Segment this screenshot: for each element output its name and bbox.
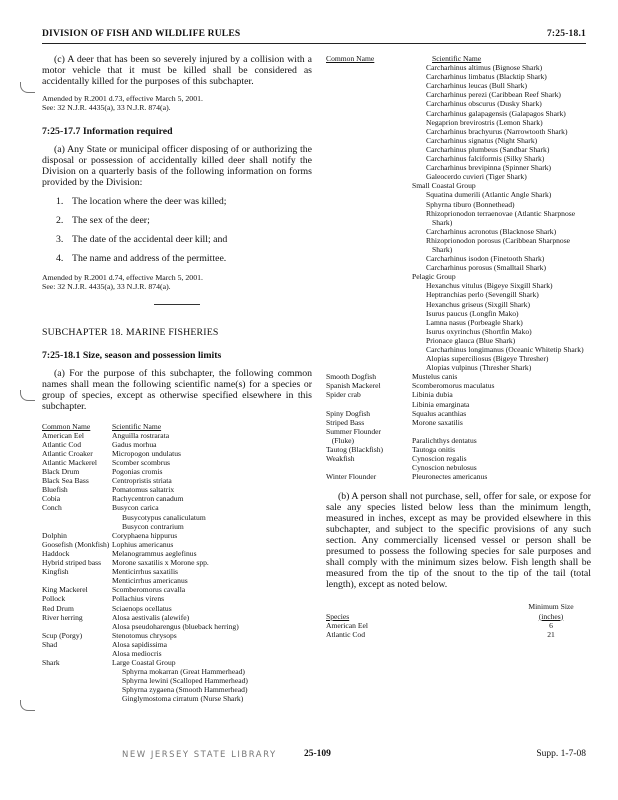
table-row: King Mackerel Scomberomorus cavalla xyxy=(42,585,186,595)
table-row: Sphyrna zygaena (Smooth Hammerhead) xyxy=(122,685,248,695)
species-rows-right xyxy=(326,372,591,481)
supplement-date: Supp. 1-7-08 xyxy=(536,749,586,759)
table-row: (Fluke) Paralichthys dentatus xyxy=(326,435,477,445)
species-entry: Carcharhinus brachyurus (Narrowtooth Shark) xyxy=(426,126,568,136)
minimum-size-table: Minimum Size Species (inches) American Eel 6 Atlantic Cod 21 xyxy=(326,602,591,638)
table-row: Summer Flounder xyxy=(326,426,382,436)
species-entry: Galeocerdo cuvieri (Tiger Shark) xyxy=(426,172,527,182)
table-row: American Eel Anguilla rostrarata xyxy=(42,430,170,440)
species-entry: Carcharhinus obscurus (Dusky Shark) xyxy=(426,99,542,109)
table-row: Red Drum Sciaenops ocellatus xyxy=(42,603,172,613)
table-row: Striped Bass Morone saxatilis xyxy=(326,417,463,427)
table-row: American Eel 6 xyxy=(326,620,553,630)
amendment-note-2: Amended by R.2001 d.74, effective March 5, 2001. See: 32 N.J.R. 4435(a), 33 N.J.R. 874(a). xyxy=(42,272,203,292)
info-list xyxy=(56,196,312,264)
species-entry: Prionace glauca (Blue Shark) xyxy=(426,335,516,345)
species-entry: Lamna nasus (Porbeagle Shark) xyxy=(426,317,523,327)
list-item: 1. The location where the deer was killed; xyxy=(56,195,227,207)
species-entry: Heptranchias perlo (Sevengill Shark) xyxy=(426,290,539,300)
library-stamp: NEW JERSEY STATE LIBRARY xyxy=(122,750,277,760)
table-row: Atlantic Mackerel Scomber scombrus xyxy=(42,458,170,467)
table-row: Sphyrna lewini (Scalloped Hammerhead) xyxy=(122,676,248,686)
table-row: Atlantic Croaker Micropogon undulatus xyxy=(42,448,181,458)
table-row: Menticirrhus americanus xyxy=(112,576,188,586)
species-entry: Alopias vulpinus (Thresher Shark) xyxy=(426,363,532,373)
small-coastal-group: Small Coastal Group xyxy=(412,181,476,191)
species-entry: Hexanchus griseus (Sixgill Shark) xyxy=(426,299,530,309)
table-header: Common Name Scientific Name xyxy=(326,54,482,63)
table-row: Dolphin Coryphaena hippurus xyxy=(42,530,178,540)
species-entry: Carcharhinus altimus (Bignose Shark) xyxy=(426,63,543,73)
species-entry: Isurus oxyrinchus (Shortfin Mako) xyxy=(426,326,532,336)
left-column xyxy=(42,54,312,704)
table-row: Atlantic Cod 21 xyxy=(326,629,555,639)
table-row: Alosa pseudoharengus (blueback herring) xyxy=(112,621,239,631)
table-row: Alosa mediocris xyxy=(112,648,162,658)
species-entry: Carcharhinus longimanus (Oceanic Whitetip Shark) xyxy=(426,345,584,354)
table-row: Goosefish (Monkfish) Lophius americanus xyxy=(42,539,174,549)
species-table-left xyxy=(42,422,312,704)
species-entry: Hexanchus vitulus (Bigeye Sixgill Shark) xyxy=(426,281,553,291)
table-row: Pollock Pollachius virens xyxy=(42,594,165,604)
list-item: 2. The sex of the deer; xyxy=(56,214,150,226)
table-row: Ginglymostoma cirratum (Nurse Shark) xyxy=(122,694,244,704)
pelagic-group: Pelagic Group xyxy=(412,272,456,282)
table-row: Cynoscion nebulosus xyxy=(412,463,477,473)
table-row: Spanish Mackerel Scomberomorus maculatus xyxy=(326,381,495,391)
section-heading-18-1: 7:25-18.1 Size, season and possession limits xyxy=(42,349,222,361)
species-entry: Carcharhinus porosus (Smalltail Shark) xyxy=(426,263,547,273)
species-entry: Carcharhinus galapagensis (Galapagos Shark) xyxy=(426,108,566,118)
header-section: 7:25-18.1 xyxy=(546,29,586,39)
species-table-right xyxy=(326,54,591,481)
list-item: 4. The name and address of the permittee. xyxy=(56,252,227,264)
species-entry: Carcharhinus limbatus (Blacktip Shark) xyxy=(426,72,547,82)
section-heading-17-7: 7:25-17.7 Information required xyxy=(42,125,173,137)
table-row: Black Sea Bass Centropristis striata xyxy=(42,476,172,486)
page-footer xyxy=(42,749,586,763)
table-row: Conch Busycon carica xyxy=(42,503,159,513)
species-entry: Squatina dumerili (Atlantic Angle Shark) xyxy=(426,190,552,200)
table-row: Cobia Rachycentron canadum xyxy=(42,494,184,504)
table-header: Common Name Scientific Name xyxy=(42,421,162,431)
paragraph-b: (b) A person shall not purchase, sell, offer for sale, or expose for sale any species listed below less than the minimum length, measured in inches, except as may be provided elsewhere in this subchapter, and subject to the specific provisions of any such section. Any commercially licensed vessel or person shall be presumed to possess the following species for sale purposes and shall comply with the minimum sizes below. Fish length shall be measured from the tip of the snout to the tip of the tail (total length), except as noted below. xyxy=(326,491,591,591)
amendment-note-1: Amended by R.2001 d.73, effective March 5, 2001. See: 32 N.J.R. 4435(a), 33 N.J.R. 874(a). xyxy=(42,94,203,113)
margin-mark xyxy=(20,700,35,711)
list-item: 3. The date of the accidental deer kill; and xyxy=(56,233,228,245)
table-row: Busycon contrarium xyxy=(122,521,184,531)
species-entry: Alopias superciliosus (Bigeye Thresher) xyxy=(426,354,549,364)
species-entry: Negaprion brevirostris (Lemon Shark) xyxy=(426,117,543,127)
species-entry: Carcharhinus acronotus (Blacknose Shark) xyxy=(426,226,557,236)
table-row: River herring Alosa aestivalis (alewife) xyxy=(42,612,190,622)
shark-list-large xyxy=(326,63,591,181)
right-column xyxy=(326,54,591,639)
subchapter-heading: SUBCHAPTER 18. MARINE FISHERIES xyxy=(42,326,219,338)
table-row: Spider crab Libinia dubia xyxy=(326,390,453,400)
table-row: Shark Large Coastal Group xyxy=(42,658,176,668)
paragraph-c: (c) A deer that has been so severely injured by a collision with a motor vehicle that it must be killed shall be considered as accidentally killed for the purposes of this subchapter. xyxy=(42,54,312,87)
table-row: Kingfish Menticirrhus saxatilis xyxy=(42,567,179,577)
table-row: Busycotypus canaliculatum xyxy=(122,512,206,522)
species-entry: Rhizoprionodon terraenovae (Atlantic Sharpnose Shark) xyxy=(426,208,576,227)
table-row: Black Drum Pogonias cromis xyxy=(42,467,163,477)
table-row: Scup (Porgy) Stenotomus chrysops xyxy=(42,630,177,640)
page-number: 25-109 xyxy=(304,749,331,759)
species-entry: Carcharhinus falciformis (Silky Shark) xyxy=(426,154,545,164)
table-row: Weakfish Cynoscion regalis xyxy=(326,454,467,464)
table-row: Bluefish Pomatomus saltatrix xyxy=(42,485,175,495)
margin-mark xyxy=(20,390,35,401)
table-row: Libinia emarginata xyxy=(412,399,470,409)
table-row: Spiny Dogfish Squalus acanthias xyxy=(326,408,467,418)
species-entry: Sphyrna tiburo (Bonnethead) xyxy=(426,199,515,209)
table-row: Atlantic Cod Gadus morhua xyxy=(42,439,157,449)
species-entry: Carcharhinus leucas (Bull Shark) xyxy=(426,81,528,91)
table-row: Shad Alosa sapidissima xyxy=(42,639,168,649)
section-divider xyxy=(154,304,200,305)
table-row: Tautog (Blackfish) Tautoga onitis xyxy=(326,445,456,455)
paragraph-18-1-a: (a) For the purpose of this subchapter, the following common names shall mean the following scientific name(s) for a species or group of species, except as otherwise specified elsewhere in this subchapter. xyxy=(42,367,312,412)
species-entry: Rhizoprionodon porosus (Caribbean Sharpnose Shark) xyxy=(426,235,571,254)
table-row: Winter Flounder Pleuronectes americanus xyxy=(326,472,488,482)
species-entry: Isurus paucus (Longfin Mako) xyxy=(426,308,519,318)
table-row: Hybrid striped bass Morone saxatilis x Morone spp. xyxy=(42,558,209,568)
table-row: Haddock Melanogrammus aeglefinus xyxy=(42,548,197,558)
species-entry: Carcharhinus brevipinna (Spinner Shark) xyxy=(426,163,552,173)
species-entry: Carcharhinus isodon (Finetooth Shark) xyxy=(426,254,545,264)
shark-list-small xyxy=(326,190,591,272)
table-row: Smooth Dogfish Mustelus canis xyxy=(326,372,458,382)
species-entry: Carcharhinus perezi (Caribbean Reef Shark) xyxy=(426,90,561,100)
shark-list-pelagic xyxy=(326,281,591,372)
species-entry: Carcharhinus plumbeus (Sandbar Shark) xyxy=(426,144,550,154)
page-header xyxy=(42,29,586,44)
table-row: Sphyrna mokarran (Great Hammerhead) xyxy=(122,667,245,677)
paragraph-a: (a) Any State or municipal officer disposing of or authorizing the disposal or possession of accidentally killed deer shall notify the Division on a quarterly basis of the following information on forms provided by the Division: xyxy=(42,143,312,188)
header-title: DIVISION OF FISH AND WILDLIFE RULES xyxy=(42,29,241,39)
species-entry: Carcharhinus signatus (Night Shark) xyxy=(426,135,538,145)
margin-mark xyxy=(20,82,35,93)
